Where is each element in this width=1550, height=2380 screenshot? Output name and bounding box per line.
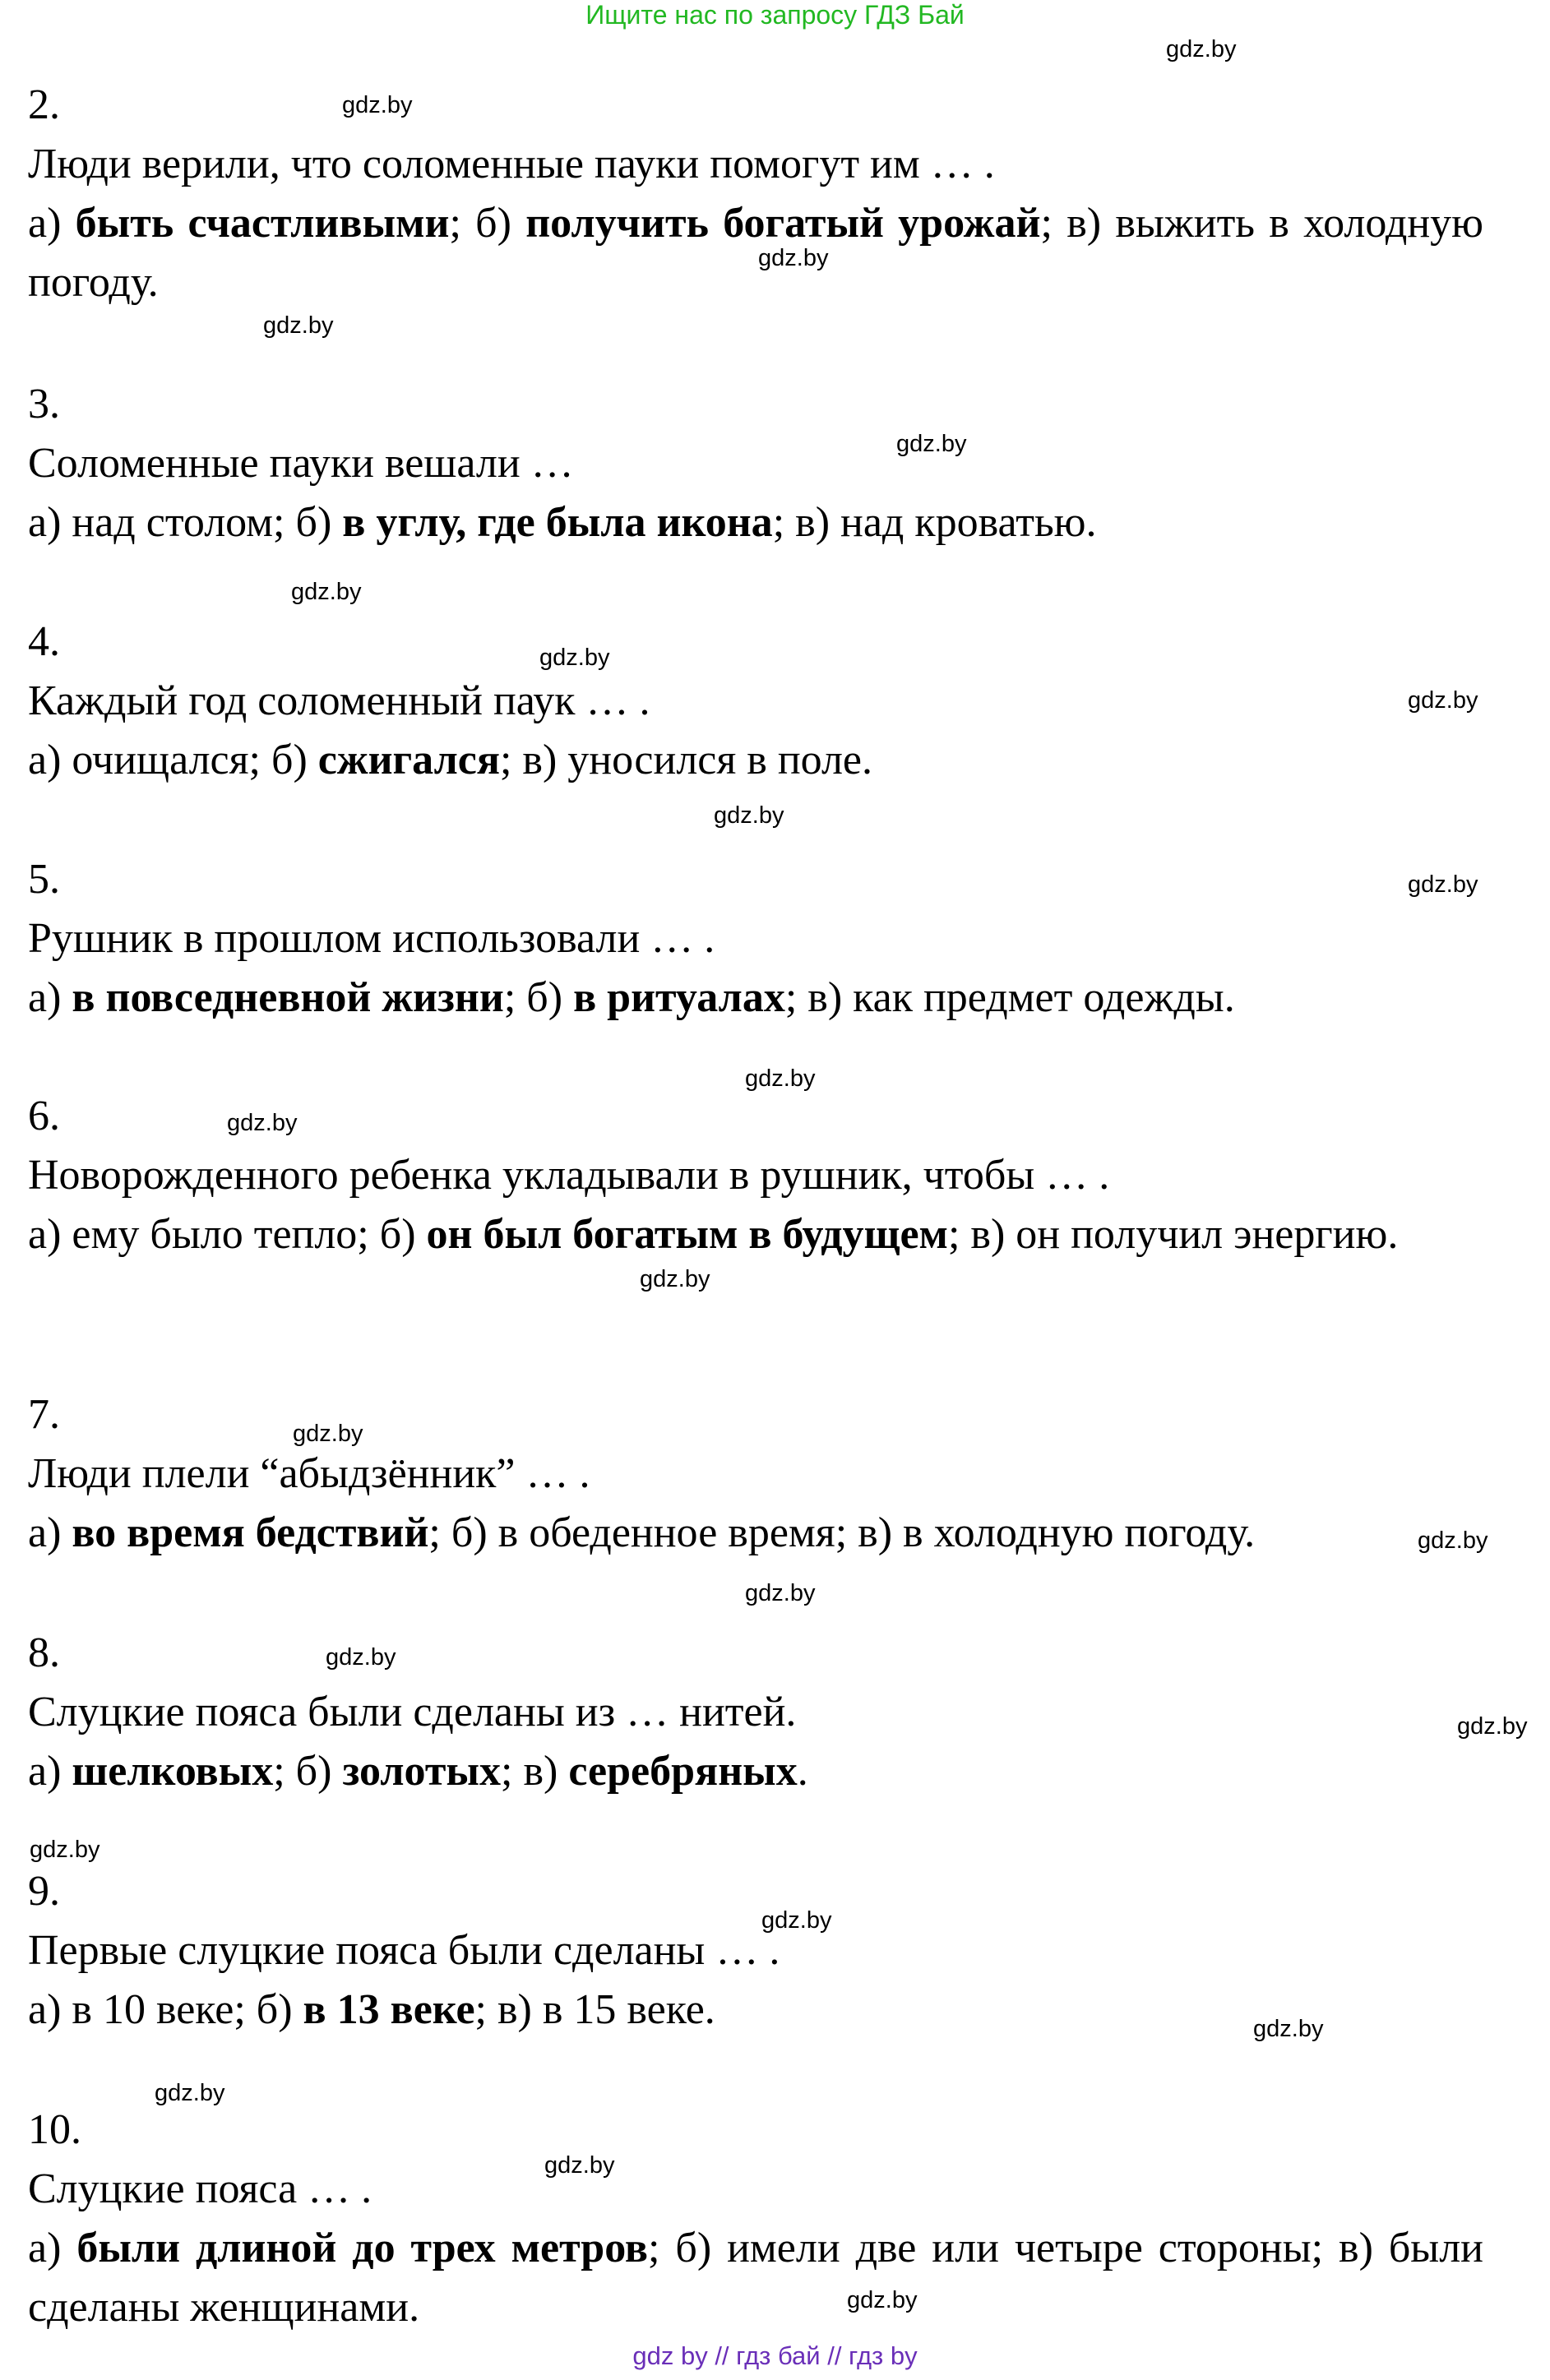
- correct-answer: шелковых: [72, 1748, 274, 1795]
- answer-text: а): [28, 1509, 72, 1556]
- watermark: gdz.by: [263, 312, 334, 339]
- answer-text: ; б): [273, 1748, 343, 1795]
- watermark: gdz.by: [714, 802, 784, 829]
- correct-answer: он был богатым в будущем: [426, 1211, 948, 1258]
- question-stem: Первые слуцкие пояса были сделаны … .: [28, 1927, 780, 1974]
- watermark: gdz.by: [847, 2287, 918, 2313]
- top-banner: Ищите нас по запросу ГДЗ Бай: [585, 0, 965, 30]
- correct-answer: в ритуалах: [573, 974, 785, 1021]
- answer-text: а) очищался; б): [28, 737, 318, 783]
- answer-options: [28, 194, 1483, 312]
- watermark: gdz.by: [758, 245, 829, 271]
- answer-text: а): [28, 1748, 72, 1795]
- correct-answer: в повседневной жизни: [72, 974, 504, 1021]
- question-number: 10.: [28, 2106, 81, 2153]
- bottom-banner: gdz by // гдз бай // гдз by: [632, 2341, 918, 2370]
- question-number: 8.: [28, 1629, 60, 1676]
- answer-options: [28, 2219, 1483, 2337]
- watermark: gdz.by: [227, 1110, 298, 1136]
- watermark: gdz.by: [539, 645, 610, 671]
- question-number: 3.: [28, 381, 60, 427]
- question-7: [28, 1385, 1483, 1563]
- watermark: gdz.by: [745, 1580, 816, 1606]
- correct-answer: сжигался: [317, 737, 500, 783]
- question-number: 5.: [28, 856, 60, 903]
- correct-answer: в углу, где была икона: [342, 499, 773, 546]
- question-number: 9.: [28, 1868, 60, 1915]
- answer-text: ; в): [501, 1748, 569, 1795]
- answer-text: ; б): [503, 974, 574, 1021]
- answer-text: ; в) уносился в поле.: [499, 737, 873, 783]
- question-4: [28, 612, 1483, 790]
- answer-text: а): [28, 974, 72, 1021]
- answer-text: ; б): [449, 200, 526, 247]
- question-3: [28, 375, 1483, 552]
- answer-options: [28, 1205, 1483, 1264]
- watermark: gdz.by: [291, 579, 362, 605]
- watermark: gdz.by: [745, 1065, 816, 1092]
- question-stem: Слуцкие пояса были сделаны из … нитей.: [28, 1689, 797, 1735]
- question-number: 6.: [28, 1093, 60, 1139]
- watermark: gdz.by: [1408, 687, 1478, 714]
- watermark: gdz.by: [544, 2152, 615, 2179]
- answer-text: ; в) он получил энергию.: [947, 1211, 1399, 1258]
- correct-answer: были длиной до трех метров: [76, 2225, 648, 2271]
- answer-options: [28, 1742, 1483, 1801]
- question-stem: Слуцкие пояса … .: [28, 2165, 372, 2212]
- question-stem: Новорожденного ребенка укладывали в рушник, чтобы … .: [28, 1152, 1110, 1199]
- watermark: gdz.by: [30, 1837, 100, 1863]
- answer-text: ; в) в 15 веке.: [474, 1986, 715, 2033]
- question-stem: Люди верили, что соломенные пауки помогут им … .: [28, 141, 995, 187]
- answer-text: а) в 10 веке; б): [28, 1986, 303, 2033]
- watermark: gdz.by: [640, 1266, 710, 1292]
- question-10: [28, 2100, 1483, 2337]
- correct-answer: во время бедствий: [72, 1509, 429, 1556]
- question-number: 7.: [28, 1391, 60, 1438]
- answer-text: а) над столом; б): [28, 499, 343, 546]
- answer-options: [28, 493, 1483, 552]
- question-number: 2.: [28, 81, 60, 128]
- watermark: gdz.by: [1253, 2016, 1324, 2042]
- question-stem: Соломенные пауки вешали …: [28, 440, 574, 487]
- answer-text: ; в) над кроватью.: [772, 499, 1097, 546]
- correct-answer: в 13 веке: [303, 1986, 475, 2033]
- correct-answer: получить богатый урожай: [525, 200, 1041, 247]
- question-2: [28, 76, 1483, 312]
- question-stem: Каждый год соломенный паук … .: [28, 677, 650, 724]
- watermark: gdz.by: [1457, 1713, 1528, 1740]
- correct-answer: золотых: [342, 1748, 502, 1795]
- answer-text: .: [797, 1748, 808, 1795]
- answer-text: а): [28, 2225, 77, 2271]
- question-8: [28, 1624, 1483, 1801]
- question-stem: Люди плели “абыдзённик” … .: [28, 1450, 590, 1497]
- watermark: gdz.by: [761, 1907, 832, 1934]
- watermark: gdz.by: [1408, 871, 1478, 898]
- correct-answer: серебряных: [568, 1748, 798, 1795]
- watermark: gdz.by: [1418, 1527, 1488, 1554]
- answer-text: ; б) в обеденное время; в) в холодную погоду.: [428, 1509, 1256, 1556]
- answer-text: ; в) как предмет одежды.: [784, 974, 1235, 1021]
- answer-options: [28, 1504, 1483, 1563]
- answer-text: а) ему было тепло; б): [28, 1211, 427, 1258]
- question-5: [28, 850, 1483, 1028]
- answer-text: ; б) имели две или четыре стороны; в) были сделаны женщинами.: [28, 2225, 1483, 2331]
- answer-text: ; в) выжить в холодную погоду.: [28, 200, 1483, 306]
- correct-answer: быть счастливыми: [75, 200, 450, 247]
- watermark: gdz.by: [896, 431, 967, 457]
- question-number: 4.: [28, 618, 60, 665]
- question-stem: Рушник в прошлом использовали … .: [28, 915, 715, 962]
- answer-options: [28, 731, 1483, 790]
- watermark: gdz.by: [293, 1421, 363, 1447]
- answer-text: а): [28, 200, 76, 247]
- watermark: gdz.by: [326, 1644, 396, 1671]
- watermark: gdz.by: [155, 2080, 225, 2106]
- watermark: gdz.by: [342, 92, 413, 118]
- question-9: [28, 1862, 1483, 2040]
- answer-options: [28, 968, 1483, 1028]
- watermark: gdz.by: [1166, 36, 1237, 62]
